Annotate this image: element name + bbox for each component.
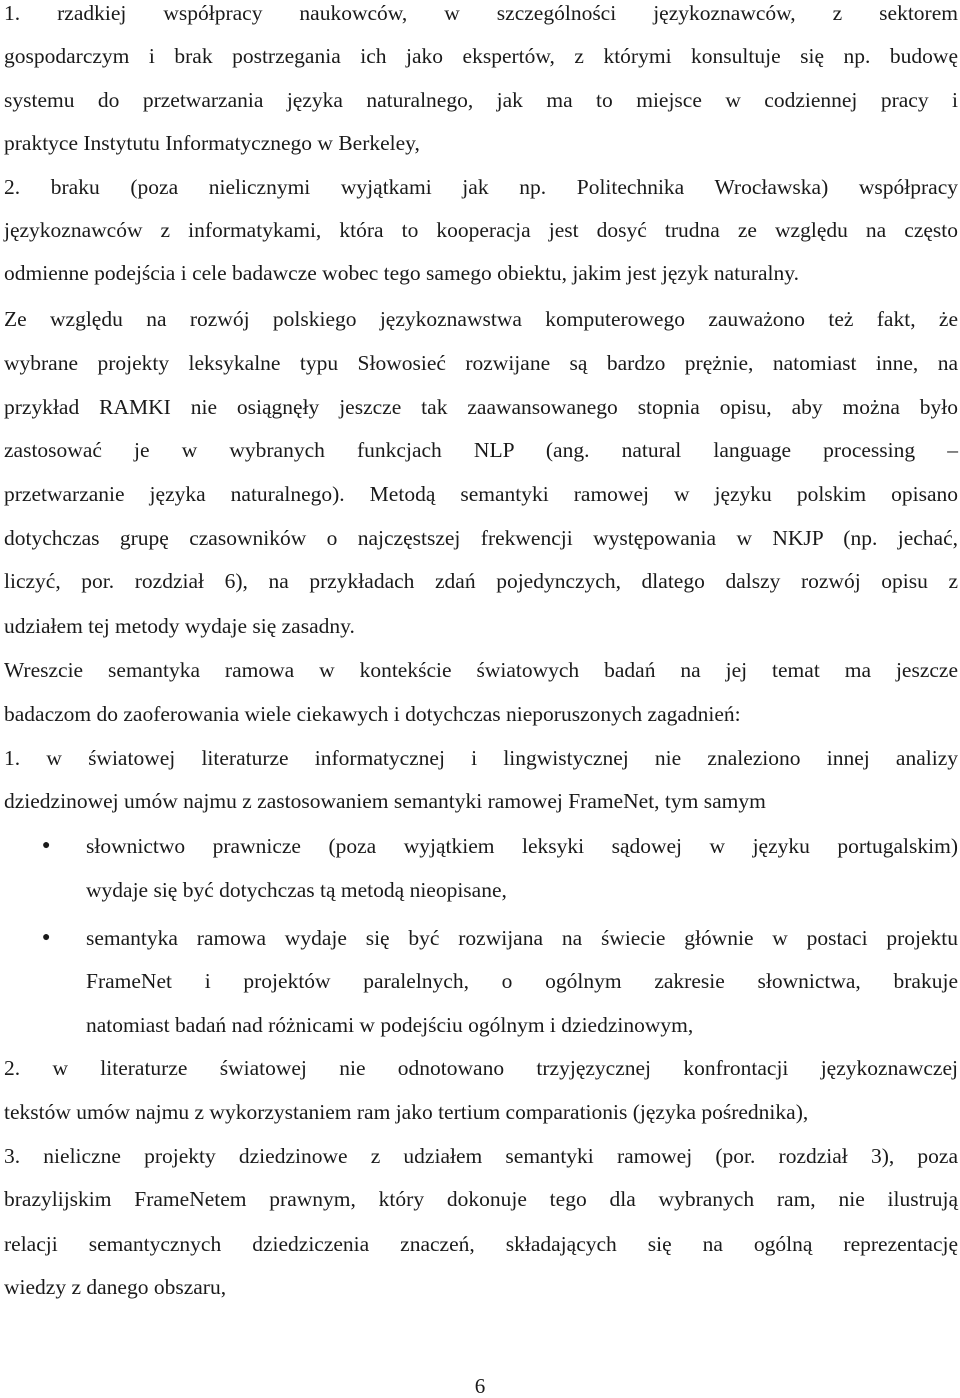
text-line: udziałem tej metody wydaje się zasadny. <box>4 614 355 638</box>
text-line: Wreszcie semantyka ramowa w kontekście światowych badań na jej temat ma jeszcze <box>4 658 958 682</box>
text-line: Ze względu na rozwój polskiego językoznawstwa komputerowego zauważono też fakt, że <box>4 307 958 331</box>
text-line: przetwarzanie języka naturalnego). Metodą semantyki ramowej w języku polskim opisano <box>4 482 958 506</box>
text-line: 1. rzadkiej współpracy naukowców, w szczególności językoznawców, z sektorem <box>4 1 958 25</box>
text-line: badaczom do zaoferowania wiele ciekawych i dotychczas nieporuszonych zagadnień: <box>4 702 741 726</box>
text-line: FrameNet i projektów paralelnych, o ogólnym zakresie słownictwa, brakuje <box>86 969 958 993</box>
text-line: 2. braku (poza nielicznymi wyjątkami jak np. Politechnika Wrocławska) współpracy <box>4 175 958 199</box>
text-line: semantyka ramowa wydaje się być rozwijana na świecie głównie w postaci projektu <box>86 926 958 950</box>
bullet-icon: ● <box>42 838 51 853</box>
text-line: słownictwo prawnicze (poza wyjątkiem leksyki sądowej w języku portugalskim) <box>86 834 958 858</box>
text-line: dotychczas grupę czasowników o najczęstszej frekwencji występowania w NKJP (np. jechać, <box>4 526 958 550</box>
text-line: 3. nieliczne projekty dziedzinowe z udziałem semantyki ramowej (por. rozdział 3), poza <box>4 1144 958 1168</box>
text-line: odmienne podejścia i cele badawcze wobec tego samego obiektu, jakim jest język naturalny. <box>4 261 800 285</box>
text-line: wiedzy z danego obszaru, <box>4 1275 227 1299</box>
text-line: gospodarczym i brak postrzegania ich jako ekspertów, z którymi konsultuje się np. budowę <box>4 44 958 68</box>
text-line: natomiast badań nad różnicami w podejściu ogólnym i dziedzinowym, <box>86 1013 694 1037</box>
text-line: dziedzinowej umów najmu z zastosowaniem semantyki ramowej FrameNet, tym samym <box>4 789 766 813</box>
bullet-icon: ● <box>42 930 51 945</box>
text-line: zastosować je w wybranych funkcjach NLP (ang. natural language processing – <box>4 438 958 462</box>
text-line: wybrane projekty leksykalne typu Słowosieć rozwijane są bardzo prężnie, natomiast inne, na <box>4 351 958 375</box>
text-line: 1. w światowej literaturze informatycznej i lingwistycznej nie znaleziono innej analizy <box>4 746 958 770</box>
text-line: liczyć, por. rozdział 6), na przykładach zdań pojedynczych, dlatego dalszy rozwój opisu z <box>4 569 958 593</box>
text-line: praktyce Instytutu Informatycznego w Berkeley, <box>4 131 420 155</box>
text-line: relacji semantycznych dziedziczenia znaczeń, składających się na ogólną reprezentację <box>4 1232 958 1256</box>
text-line: wydaje się być dotychczas tą metodą nieopisane, <box>86 878 507 902</box>
page-number: 6 <box>474 1374 486 1398</box>
text-line: systemu do przetwarzania języka naturalnego, jak ma to miejsce w codziennej pracy i <box>4 88 958 112</box>
text-line: 2. w literaturze światowej nie odnotowano trzyjęzycznej konfrontacji językoznawczej <box>4 1056 958 1080</box>
text-line: przykład RAMKI nie osiągnęły jeszcze tak zaawansowanego stopnia opisu, aby można było <box>4 395 958 419</box>
text-line: tekstów umów najmu z wykorzystaniem ram jako tertium comparationis (języka pośrednika), <box>4 1100 809 1124</box>
text-line: językoznawców z informatykami, która to kooperacja jest dosyć trudna ze względu na często <box>4 218 958 242</box>
text-line: brazylijskim FrameNetem prawnym, który dokonuje tego dla wybranych ram, nie ilustrują <box>4 1187 958 1211</box>
